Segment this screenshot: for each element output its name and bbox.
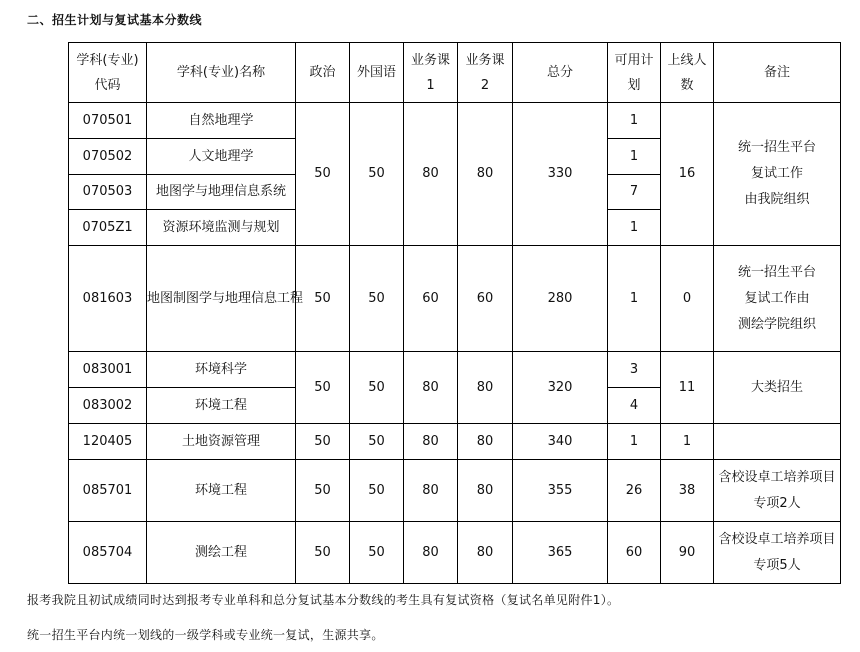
course1-cell: 80 <box>404 460 458 522</box>
admission-table <box>68 42 841 584</box>
code-cell: 083002 <box>69 388 147 424</box>
foreign-cell: 50 <box>350 246 404 352</box>
header-politics: 政治 <box>296 43 350 103</box>
politics-cell: 50 <box>296 246 350 352</box>
politics-cell: 50 <box>296 352 350 424</box>
header-remark: 备注 <box>714 43 841 103</box>
name-cell: 人文地理学 <box>147 139 296 175</box>
footnote-qualification: 报考我院且初试成绩同时达到报考专业单科和总分复试基本分数线的考生具有复试资格（复试名单见附件1）。 <box>27 593 620 607</box>
name-cell: 环境工程 <box>147 460 296 522</box>
name-cell: 地图学与地理信息系统 <box>147 175 296 210</box>
plan-cell: 1 <box>608 210 661 246</box>
table-row <box>69 246 841 352</box>
code-cell: 083001 <box>69 352 147 388</box>
total-cell: 340 <box>513 424 608 460</box>
online-cell: 16 <box>661 103 714 246</box>
course2-cell: 60 <box>458 246 513 352</box>
remark-cell: 含校设卓工培养项目 专项5人 <box>714 522 841 584</box>
plan-cell: 7 <box>608 175 661 210</box>
header-plan: 可用计 划 <box>608 43 661 103</box>
header-row <box>69 43 841 103</box>
course1-cell: 80 <box>404 522 458 584</box>
table-row <box>69 522 841 584</box>
code-cell: 085701 <box>69 460 147 522</box>
code-cell: 070503 <box>69 175 147 210</box>
plan-cell: 60 <box>608 522 661 584</box>
name-cell: 土地资源管理 <box>147 424 296 460</box>
total-cell: 320 <box>513 352 608 424</box>
online-cell: 90 <box>661 522 714 584</box>
name-cell: 环境科学 <box>147 352 296 388</box>
foreign-cell: 50 <box>350 103 404 246</box>
remark-cell: 统一招生平台 复试工作由 测绘学院组织 <box>714 246 841 352</box>
name-cell: 地图制图学与地理信息工程 <box>147 246 296 352</box>
header-foreign: 外国语 <box>350 43 404 103</box>
online-cell: 11 <box>661 352 714 424</box>
course1-cell: 80 <box>404 352 458 424</box>
foreign-cell: 50 <box>350 460 404 522</box>
foreign-cell: 50 <box>350 522 404 584</box>
foreign-cell: 50 <box>350 352 404 424</box>
plan-cell: 26 <box>608 460 661 522</box>
online-cell: 38 <box>661 460 714 522</box>
name-cell: 环境工程 <box>147 388 296 424</box>
total-cell: 355 <box>513 460 608 522</box>
course1-cell: 80 <box>404 103 458 246</box>
name-cell: 测绘工程 <box>147 522 296 584</box>
header-course1: 业务课 1 <box>404 43 458 103</box>
plan-cell: 1 <box>608 139 661 175</box>
course2-cell: 80 <box>458 352 513 424</box>
plan-cell: 1 <box>608 103 661 139</box>
code-cell: 070501 <box>69 103 147 139</box>
politics-cell: 50 <box>296 103 350 246</box>
code-cell: 081603 <box>69 246 147 352</box>
code-cell: 0705Z1 <box>69 210 147 246</box>
course2-cell: 80 <box>458 460 513 522</box>
remark-cell: 统一招生平台 复试工作 由我院组织 <box>714 103 841 246</box>
total-cell: 365 <box>513 522 608 584</box>
course1-cell: 60 <box>404 246 458 352</box>
online-cell: 0 <box>661 246 714 352</box>
header-code: 学科(专业) 代码 <box>69 43 147 103</box>
politics-cell: 50 <box>296 522 350 584</box>
header-course2: 业务课 2 <box>458 43 513 103</box>
plan-cell: 4 <box>608 388 661 424</box>
plan-cell: 1 <box>608 424 661 460</box>
course2-cell: 80 <box>458 424 513 460</box>
header-total: 总分 <box>513 43 608 103</box>
foreign-cell: 50 <box>350 424 404 460</box>
course2-cell: 80 <box>458 522 513 584</box>
name-cell: 资源环境监测与规划 <box>147 210 296 246</box>
politics-cell: 50 <box>296 424 350 460</box>
code-cell: 085704 <box>69 522 147 584</box>
course2-cell: 80 <box>458 103 513 246</box>
table-row <box>69 352 841 388</box>
remark-cell: 大类招生 <box>714 352 841 424</box>
total-cell: 330 <box>513 103 608 246</box>
remark-cell: 含校设卓工培养项目 专项2人 <box>714 460 841 522</box>
remark-cell <box>714 424 841 460</box>
plan-cell: 1 <box>608 246 661 352</box>
table-row <box>69 424 841 460</box>
table-row <box>69 103 841 139</box>
code-cell: 070502 <box>69 139 147 175</box>
footnote-shared-retest: 统一招生平台内统一划线的一级学科或专业统一复试，生源共享。 <box>27 628 384 642</box>
header-name: 学科(专业)名称 <box>147 43 296 103</box>
course1-cell: 80 <box>404 424 458 460</box>
name-cell: 自然地理学 <box>147 103 296 139</box>
table-row <box>69 460 841 522</box>
total-cell: 280 <box>513 246 608 352</box>
online-cell: 1 <box>661 424 714 460</box>
politics-cell: 50 <box>296 460 350 522</box>
section-title: 二、招生计划与复试基本分数线 <box>27 13 203 27</box>
code-cell: 120405 <box>69 424 147 460</box>
plan-cell: 3 <box>608 352 661 388</box>
header-online: 上线人 数 <box>661 43 714 103</box>
